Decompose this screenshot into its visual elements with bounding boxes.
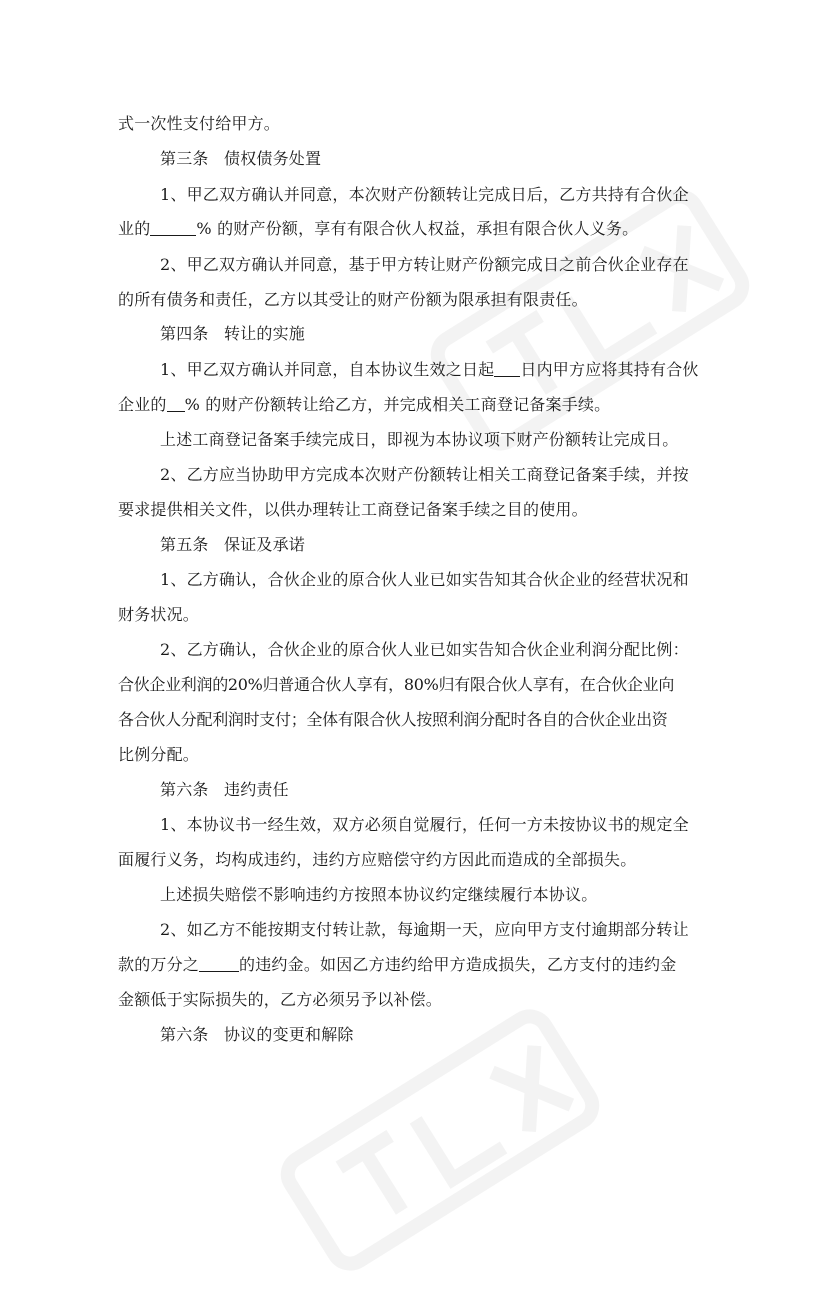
section-heading-3 xyxy=(160,149,321,169)
paragraph-line xyxy=(118,675,674,695)
section-number: 第四条 xyxy=(160,324,209,343)
text-run: 1、乙方确认，合伙企业的原合伙人业已如实告知其合伙企业的经营状况和 xyxy=(160,570,689,589)
text-run: 式一次性支付给甲方。 xyxy=(118,114,281,133)
section-heading-5 xyxy=(160,535,305,555)
section-number: 第三条 xyxy=(160,149,209,168)
section-heading-4 xyxy=(160,324,305,344)
section-number: 第六条 xyxy=(160,780,209,799)
section-number: 第六条 xyxy=(160,1025,209,1044)
paragraph-line xyxy=(160,570,689,590)
text-run: 财务状况。 xyxy=(118,605,200,624)
section-title: 保证及承诺 xyxy=(224,535,306,554)
text-run: % 的财产份额，享有有限合伙人权益，承担有限合伙人义务。 xyxy=(196,219,639,238)
text-run: 2、乙方确认，合伙企业的原合伙人业已如实告知合伙企业利润分配比例： xyxy=(160,640,689,659)
text-run: 的违约金。如因乙方违约给甲方造成损失，乙方支付的违约金 xyxy=(239,955,677,974)
section-title: 违约责任 xyxy=(224,780,289,799)
text-run: % 的财产份额转让给乙方，并完成相关工商登记备案手续。 xyxy=(184,395,611,414)
text-run: 面履行义务，均构成违约，违约方应赔偿守约方因此而造成的全部损失。 xyxy=(118,850,637,869)
paragraph-line xyxy=(160,430,678,450)
text-run: 2、如乙方不能按期支付转让款，每逾期一天，应向甲方支付逾期部分转让 xyxy=(160,920,689,939)
paragraph-line xyxy=(118,990,442,1010)
paragraph-line xyxy=(118,605,199,625)
section-title: 债权债务处置 xyxy=(224,149,322,168)
paragraph-line xyxy=(118,745,199,765)
text-run: 各合伙人分配利润时支付；全体有限合伙人按照利润分配时各自的合伙企业出资 xyxy=(118,710,668,729)
watermark-graphic xyxy=(412,167,768,472)
fill-blank xyxy=(494,360,520,377)
text-run: 金额低于实际损失的，乙方必须另予以补偿。 xyxy=(118,990,443,1009)
text-run: 日内甲方应将其持有合伙 xyxy=(520,360,699,379)
text-run: 1、甲乙双方确认并同意，本次财产份额转让完成日后，乙方共持有合伙企 xyxy=(160,185,689,204)
text-run: 的所有债务和责任，乙方以其受让的财产份额为限承担有限责任。 xyxy=(118,290,588,309)
paragraph-line xyxy=(160,815,689,835)
paragraph-line xyxy=(160,255,689,275)
fill-blank xyxy=(167,395,185,412)
text-run: 款的万分之 xyxy=(118,955,200,974)
paragraph-line xyxy=(118,219,638,239)
section-heading-6 xyxy=(160,780,289,800)
text-run: 企业的 xyxy=(118,395,167,414)
paragraph-line xyxy=(118,290,588,310)
text-run: 1、甲乙双方确认并同意，自本协议生效之日起 xyxy=(160,360,495,379)
paragraph-line xyxy=(118,114,280,134)
paragraph-line xyxy=(160,640,689,660)
text-run: 上述损失赔偿不影响违约方按照本协议约定继续履行本协议。 xyxy=(160,885,598,904)
text-run: 上述工商登记备案手续完成日，即视为本协议项下财产份额转让完成日。 xyxy=(160,430,679,449)
paragraph-line xyxy=(118,500,588,520)
paragraph-line xyxy=(118,395,610,415)
text-run: 比例分配。 xyxy=(118,745,200,764)
section-number: 第五条 xyxy=(160,535,209,554)
paragraph-line xyxy=(160,920,689,940)
section-title: 协议的变更和解除 xyxy=(224,1025,354,1044)
text-run: 2、乙方应当协助甲方完成本次财产份额转让相关工商登记备案手续，并按 xyxy=(160,465,689,484)
paragraph-line xyxy=(160,360,699,380)
paragraph-line xyxy=(118,955,676,975)
fill-blank xyxy=(199,955,239,972)
fill-blank xyxy=(150,219,196,236)
paragraph-line xyxy=(160,885,597,905)
section-heading-6-change xyxy=(160,1025,354,1045)
text-run: 1、本协议书一经生效，双方必须自觉履行，任何一方未按协议书的规定全 xyxy=(160,815,689,834)
text-run: 业的 xyxy=(118,219,151,238)
section-title: 转让的实施 xyxy=(224,324,306,343)
paragraph-line xyxy=(160,185,689,205)
paragraph-line xyxy=(118,850,636,870)
text-run: 2、甲乙双方确认并同意，基于甲方转让财产份额完成日之前合伙企业存在 xyxy=(160,255,689,274)
text-run: 合伙企业利润的20%归普通合伙人享有，80%归有限合伙人享有，在合伙企业向 xyxy=(118,675,675,694)
paragraph-line xyxy=(118,710,668,730)
paragraph-line xyxy=(160,465,689,485)
text-run: 要求提供相关文件，以供办理转让工商登记备案手续之目的使用。 xyxy=(118,500,588,519)
